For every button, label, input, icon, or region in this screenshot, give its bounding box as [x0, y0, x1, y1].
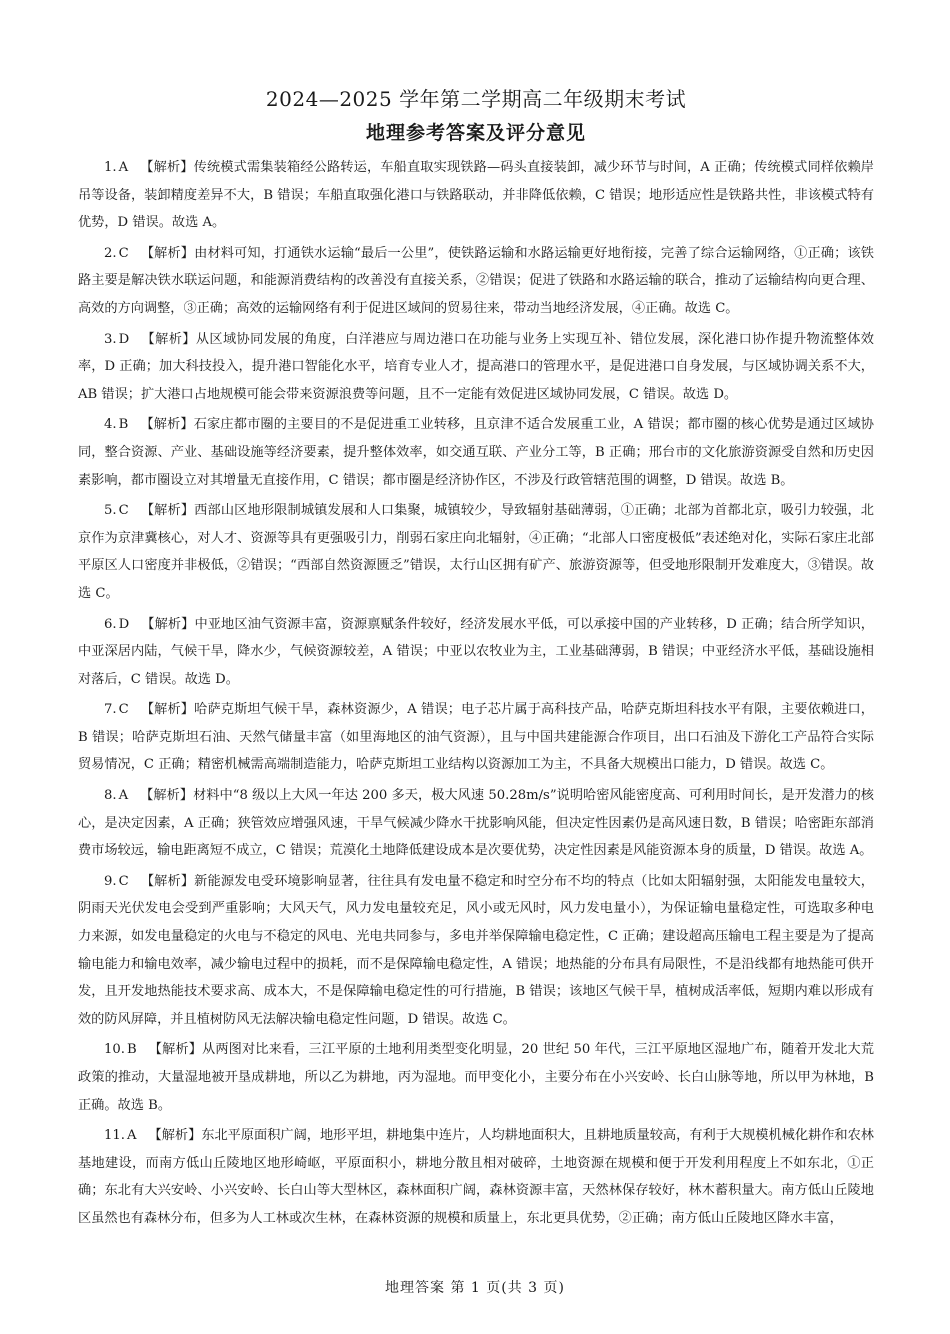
- answer-explanation: 【解析】由材料可知，打通铁水运输“最后一公里”，使铁路运输和水路运输更好地衔接，完善了综合运输网络，①正确；该铁路主要是解决铁水联运问题，和能源消费结构的改善没有直接关系，②错误；促进了铁路和水路运输的联合，推动了运输结构向更合理、高效的方向调整，③正确；高效的运输网络有利于促进区域间的贸易往来，带动当地经济发展，④正确。故选 C。: [78, 245, 874, 316]
- answer-number: 11.: [104, 1128, 125, 1144]
- answer-choice: C: [118, 702, 129, 718]
- answer-explanation: 【解析】东北平原面积广阔，地形平坦，耕地集中连片，人均耕地面积大，且耕地质量较高，有利于大规模机械化耕作和农林基地建设，而南方低山丘陵地区地形崎岖，平原面积小，耕地分散且相对破碎，土地资源在规模和便于开发利用程度上不如东北，①正确；东北有大兴安岭、小兴安岭、长白山等大型林区，森林面积广阔，森林资源丰富，天然林保存较好，林木蓄积量大。南方低山丘陵地区虽然也有森林分布，但多为人工林或次生林，在森林资源的规模和质量上，东北更具优势，②正确；南方低山丘陵地区降水丰富，: [78, 1128, 874, 1226]
- answer-number: 10.: [104, 1042, 125, 1058]
- answer-choice: D: [118, 616, 130, 632]
- answer-item: [78, 240, 874, 323]
- answer-choice: C: [118, 873, 129, 889]
- answer-choice: B: [118, 417, 129, 433]
- answer-choice: A: [126, 1128, 137, 1144]
- answer-choice: A: [118, 788, 129, 804]
- answer-explanation: 【解析】哈萨克斯坦气候干旱，森林资源少，A 错误；电子芯片属于高科技产品，哈萨克斯坦科技水平有限，主要依赖进口，B 错误；哈萨克斯坦石油、天然气储量丰富（如里海地区的油气资源），且与中国共建能源合作项目，出口石油及下游化工产品符合实际贸易情况，C 正确；精密机械需高端制造能力，哈萨克斯坦工业结构以资源加工为主，不具备大规模出口能力，D 错误。故选 C。: [78, 702, 874, 773]
- answer-number: 8.: [104, 788, 117, 804]
- answer-item: [78, 497, 874, 607]
- answer-number: 5.: [104, 503, 117, 519]
- answer-choice: B: [126, 1042, 137, 1058]
- answer-subtitle: 地理参考答案及评分意见: [365, 122, 586, 144]
- answer-choice: C: [118, 245, 129, 261]
- answer-number: 6.: [104, 616, 117, 632]
- answer-explanation: 【解析】石家庄都市圈的主要目的不是促进重工业转移，且京津不适合发展重工业，A 错误；都市圈的核心优势是通过区域协同，整合资源、产业、基础设施等经济要素，提升整体效率，如交通互联、产业分工等，B 正确；邢台市的文化旅游资源受自然和历史因素影响，都市圈设立对其增量无直接作用，C 错误；都市圈是经济协作区，不涉及行政管辖范围的调整，D 错误。故选 B。: [78, 417, 874, 488]
- answer-item: [78, 1036, 874, 1119]
- answer-item: [78, 696, 874, 779]
- answer-number: 7.: [104, 702, 117, 718]
- answer-explanation: 【解析】材料中“8 级以上大风一年达 200 多天，极大风速 50.28m/s”说明哈密风能密度高、可利用时间长，是开发潜力的核心，是决定因素，A 正确；狭管效应增强风速，干旱气候减少降水干扰影响风能，但决定性因素仍是高风速日数，B 错误；哈密距东部消费市场较远，输电距离短不成立，C 错误；荒漠化土地降低建设成本是次要优势，决定性因素是风能资源本身的质量，D 错误。故选 A。: [78, 788, 874, 859]
- answer-item: [78, 611, 874, 694]
- answer-number: 2.: [104, 245, 117, 261]
- answer-number: 4.: [104, 417, 117, 433]
- answer-explanation: 【解析】从两图对比来看，三江平原的土地利用类型变化明显，20 世纪 50 年代，三江平原地区湿地广布，随着开发北大荒政策的推动，大量湿地被开垦成耕地，所以乙为耕地，丙为湿地。而甲变化小，主要分布在小兴安岭、长白山脉等地，所以甲为林地，B 正确。故选 B。: [78, 1042, 874, 1113]
- answer-choice: A: [118, 160, 129, 175]
- answer-list: [78, 154, 874, 1233]
- answer-item: [78, 1122, 874, 1232]
- page-footer: 地理答案 第 1 页(共 3 页): [385, 1280, 565, 1296]
- exam-title: 2024—2025 学年第二学期高二年级期末考试: [265, 87, 687, 111]
- answer-number: 9.: [104, 873, 117, 889]
- answer-choice: D: [118, 331, 130, 347]
- answer-item: [78, 868, 874, 1034]
- answer-sheet-page: [78, 84, 874, 1236]
- answer-item: [78, 411, 874, 494]
- answer-explanation: 【解析】西部山区地形限制城镇发展和人口集聚，城镇较少，导致辐射基础薄弱，①正确；北部为首都北京，吸引力较强，北京作为京津冀核心，对人才、资源等具有更强吸引力，削弱石家庄向北辐射，④正确；“北部人口密度极低”表述绝对化，实际石家庄北部平原区人口密度并非极低，②错误；“西部自然资源匮乏”错误，太行山区拥有矿产、旅游资源等，但受地形限制开发难度大，③错误。故选 C。: [78, 503, 874, 601]
- answer-explanation: 【解析】传统模式需集装箱经公路转运，车船直取实现铁路—码头直接装卸，减少环节与时间，A 正确；传统模式同样依赖岸吊等设备，装卸精度差异不大，B 错误；车船直取强化港口与铁路联动，并非降低依赖，C 错误；地形适应性是铁路共性，非该模式特有优势，D 错误。故选 A。: [78, 160, 874, 231]
- answer-choice: C: [118, 503, 129, 519]
- answer-item: [78, 326, 874, 409]
- answer-item: [78, 782, 874, 865]
- answer-explanation: 【解析】中亚地区油气资源丰富，资源禀赋条件较好，经济发展水平低，可以承接中国的产业转移，D 正确；结合所学知识，中亚深居内陆，气候干旱，降水少，气候资源较差，A 错误；中亚以农牧业为主，工业基础薄弱，B 错误；中亚经济水平低，基础设施相对落后，C 错误。故选 D。: [78, 616, 874, 687]
- answer-explanation: 【解析】新能源发电受环境影响显著，往往具有发电量不稳定和时空分布不均的特点（比如太阳辐射强，太阳能发电量较大，阴雨天光伏发电会受到严重影响；大风天气，风力发电量较充足，风小或无风时，风力发电量小），为保证输电量稳定性，可选取多种电力来源，如发电量稳定的火电与不稳定的风电、光电共同参与，多电并举保障输电稳定性，C 正确；建设超高压输电工程主要是为了提高输电能力和输电效率，减少输电过程中的损耗，而不是保障输电稳定性，A 错误；地热能的分布具有局限性，不是沿线都有地热能可供开发，且开发地热能技术要求高、成本大，不是保障输电稳定性的可行措施，B 错误；该地区气候干旱，植树成活率低，短期内难以形成有效的防风屏障，并且植树防风无法解决输电稳定性问题，D 错误。故选 C。: [78, 873, 874, 1027]
- answer-number: 3.: [104, 331, 117, 347]
- answer-explanation: 【解析】从区域协同发展的角度，白洋港应与周边港口在功能与业务上实现互补、错位发展，深化港口协作提升物流整体效率，D 正确；加大科技投入，提升港口智能化水平，培育专业人才，提高港口的管理水平，是促进港口自身发展，与区域协调关系不大，AB 错误；扩大港口占地规模可能会带来资源浪费等问题，且不一定能有效促进区域协同发展，C 错误。故选 D。: [78, 331, 874, 402]
- answer-item: [78, 154, 874, 237]
- answer-number: 1.: [104, 160, 117, 175]
